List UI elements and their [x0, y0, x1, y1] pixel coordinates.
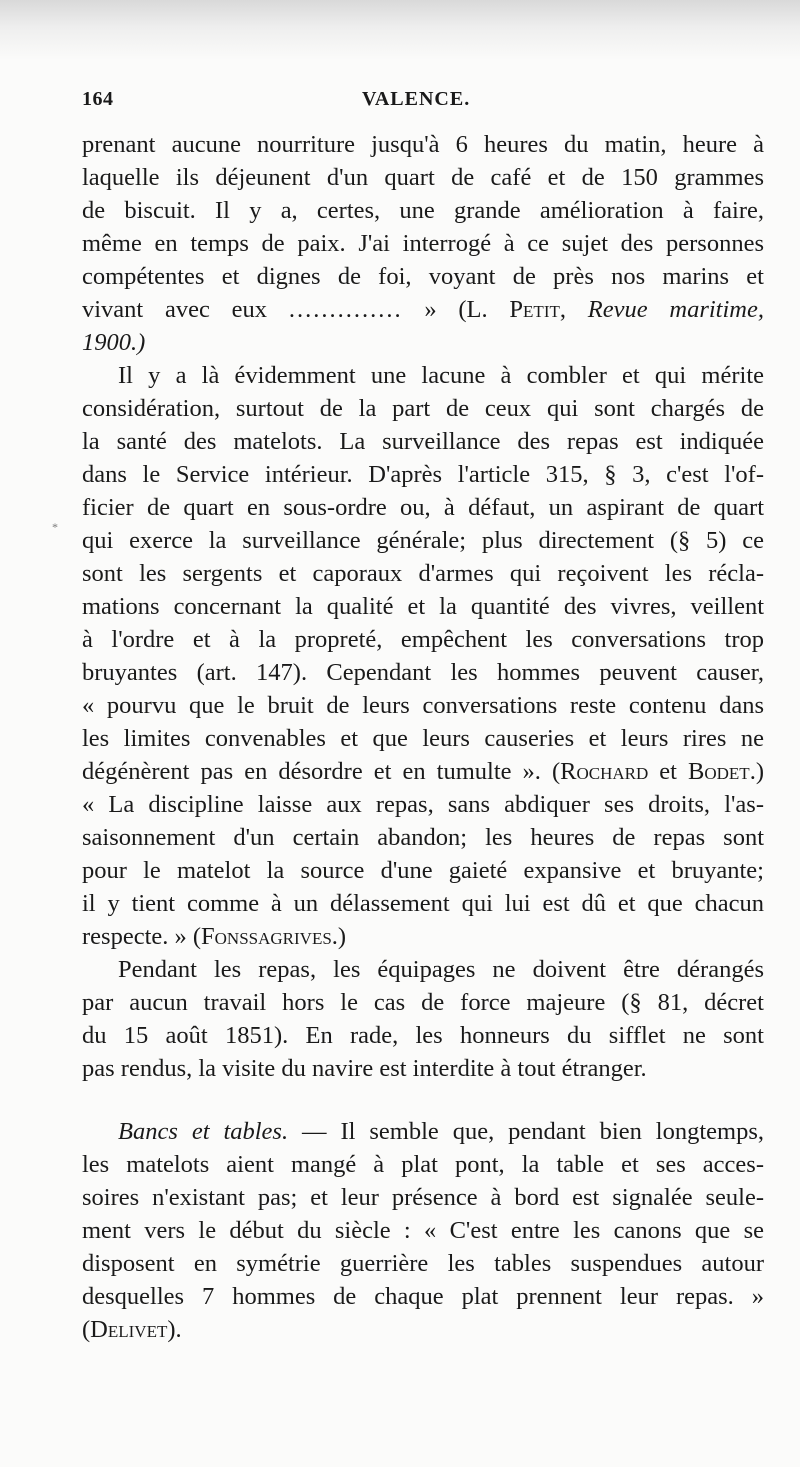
- text-line: bruyantes (art. 147). Cependant les hommes peuvent causer,: [82, 659, 764, 686]
- text-line: pour le matelot la source d'une gaieté expansive et bruyante;: [82, 857, 764, 884]
- section-heading: Bancs et tables.: [118, 1118, 289, 1145]
- citation-author: Rochard: [560, 758, 649, 785]
- text-line: soires n'existant pas; et leur présence à bord est signalée seule-: [82, 1184, 764, 1211]
- section-text: — Il semble que, pendant bien longtemps,: [288, 1118, 764, 1145]
- margin-mark-icon: *: [52, 520, 58, 534]
- citation-text: respecte. » (: [82, 923, 202, 950]
- citation-text: vivant avec eux: [82, 296, 268, 323]
- page-number: 164: [82, 88, 114, 110]
- citation-author: Delivet: [90, 1316, 168, 1343]
- citation-author: Petit: [509, 296, 560, 323]
- text-line: disposent en symétrie guerrière les tables suspendues autour: [82, 1250, 764, 1277]
- text-line: Pendant les repas, les équipages ne doivent être dérangés: [118, 956, 764, 983]
- text-line: les matelots aient mangé à plat pont, la table et ses acces-: [82, 1151, 764, 1178]
- text-line: Il y a là évidemment une lacune à combler et qui mérite: [118, 362, 764, 389]
- text-line: qui exerce la surveillance générale; plus directement (§ 5) ce: [82, 527, 764, 554]
- text-line: considération, surtout de la part de ceux qui sont chargés de: [82, 395, 764, 422]
- text-line: [82, 326, 764, 359]
- text-line: par aucun travail hors le cas de force majeure (§ 81, décret: [82, 989, 764, 1016]
- citation-author: Bodet: [688, 758, 750, 785]
- body-text: [82, 128, 764, 1346]
- text-line: ficier de quart en sous-ordre ou, à défaut, un aspirant de quart: [82, 494, 764, 521]
- text-line: « La discipline laisse aux repas, sans abdiquer ses droits, l'as-: [82, 791, 764, 818]
- leader-dots: ..............: [288, 296, 403, 323]
- text-line: dans le Service intérieur. D'après l'article 315, § 3, c'est l'of-: [82, 461, 764, 488]
- citation-author: Fonssagrives: [201, 923, 332, 950]
- text-line-citation: [82, 755, 764, 788]
- paragraph-gap: [82, 1085, 764, 1115]
- text-line: du 15 août 1851). En rade, les honneurs du sifflet ne sont: [82, 1022, 764, 1049]
- paragraph-repas: [82, 953, 764, 1085]
- citation-and: et: [648, 758, 689, 785]
- paragraph-bancs-tables: [82, 1115, 764, 1346]
- text-line: il y tient comme à un délassement qui lui est dû et que chacun: [82, 890, 764, 917]
- text-line: de biscuit. Il y a, certes, une grande amélioration à faire,: [82, 197, 764, 224]
- text-line: sont les sergents et caporaux d'armes qui reçoivent les récla-: [82, 560, 764, 587]
- paragraph-quote-end: [82, 128, 764, 359]
- citation-source: Revue maritime,: [587, 296, 764, 323]
- citation-year: 1900.): [82, 329, 146, 356]
- citation-open: (: [82, 1316, 91, 1343]
- text-line: pas rendus, la visite du navire est interdite à tout étranger.: [82, 1055, 647, 1082]
- citation-text: dégénèrent pas en désordre et en tumulte ». (: [82, 758, 561, 785]
- running-head: [82, 88, 734, 118]
- citation-end: .): [331, 923, 347, 950]
- text-line: laquelle ils déjeunent d'un quart de café et de 150 grammes: [82, 164, 764, 191]
- text-line-citation: [82, 1313, 764, 1346]
- text-line: prenant aucune nourriture jusqu'à 6 heures du matin, heure à: [82, 131, 764, 158]
- text-line: mations concernant la qualité et la quantité des vivres, veillent: [82, 593, 764, 620]
- text-line: à l'ordre et à la propreté, empêchent les conversations trop: [82, 626, 764, 653]
- citation-end: ).: [167, 1316, 182, 1343]
- citation-end: .): [749, 758, 764, 785]
- text-line: les limites convenables et que leurs causeries et leurs rires ne: [82, 725, 764, 752]
- quote-close: » (L.: [424, 296, 488, 323]
- text-line: saisonnement d'un certain abandon; les heures de repas sont: [82, 824, 764, 851]
- running-title: VALENCE.: [362, 88, 471, 110]
- text-line-heading: [82, 1115, 764, 1148]
- scan-shadow: [0, 0, 800, 60]
- text-line: compétentes et dignes de foi, voyant de près nos marins et: [82, 263, 764, 290]
- text-line: la santé des matelots. La surveillance des repas est indiquée: [82, 428, 764, 455]
- citation-separator: ,: [559, 296, 566, 323]
- text-line-citation: [82, 293, 764, 326]
- text-line: desquelles 7 hommes de chaque plat prennent leur repas. »: [82, 1283, 764, 1310]
- text-line: ment vers le début du siècle : « C'est entre les canons que se: [82, 1217, 764, 1244]
- text-line-citation: [82, 920, 764, 953]
- paragraph-surveillance: [82, 359, 764, 953]
- text-line: « pourvu que le bruit de leurs conversations reste contenu dans: [82, 692, 764, 719]
- text-line: même en temps de paix. J'ai interrogé à ce sujet des personnes: [82, 230, 764, 257]
